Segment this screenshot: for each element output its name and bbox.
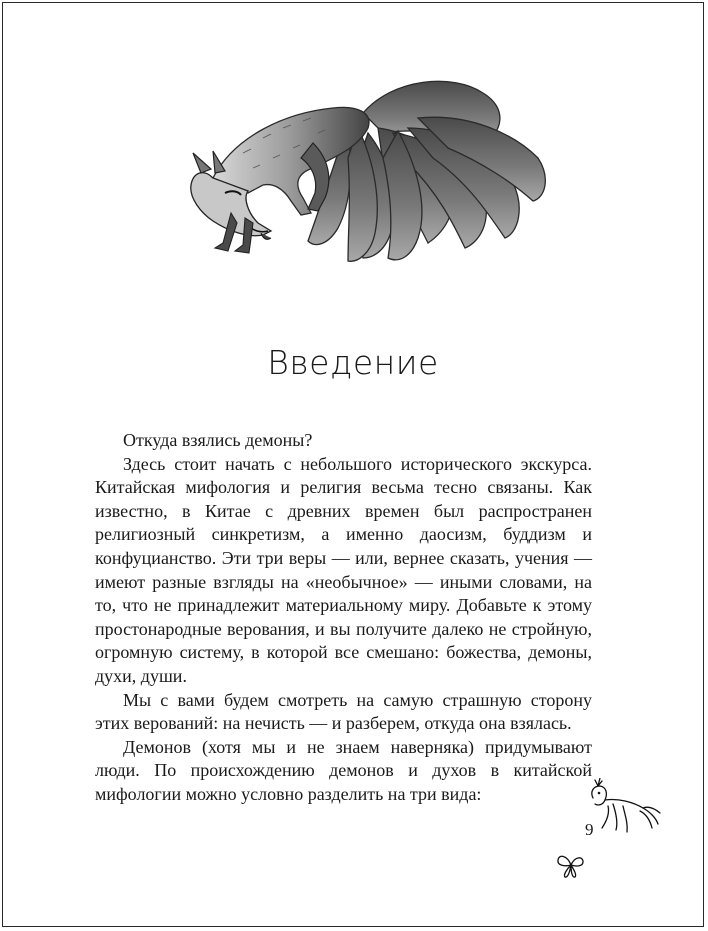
book-page [2,2,704,927]
paragraph: Демонов (хотя мы и не знаем наверняка) придумывают люди. По происхождению демонов и духов в китайской мифологии можно условно разделить на три вида: [95,736,592,804]
body-text [95,429,592,807]
paragraph: Здесь стоит начать с небольшого исторического экскурса. Китайская мифология и религия весьма тесно связаны. Как известно, в Китае с древних времен был распространен религиозный синкретизм, а именно даосизм, буддизм и конфуцианство. Эти три веры — или, вернее сказать, учения — имеют разные взгляды на «необычное» — иными словами, на то, что не принадлежит материальному миру. Добавьте к этому простонародные верования, и вы получите далеко не стройную, огромную систему, в которой все смешано: божества, демоны, духи, души. [95,453,592,686]
nine-tailed-fox-icon [153,73,553,273]
page-title: Введение [267,343,439,382]
paragraph: Мы с вами будем смотреть на самую страшную сторону этих верований: на нечисть — и разберем, откуда она взялась. [95,689,592,734]
page-number: 9 [585,820,594,839]
butterfly-icon [555,851,587,879]
paragraph: Откуда взялись демоны? [123,430,313,450]
